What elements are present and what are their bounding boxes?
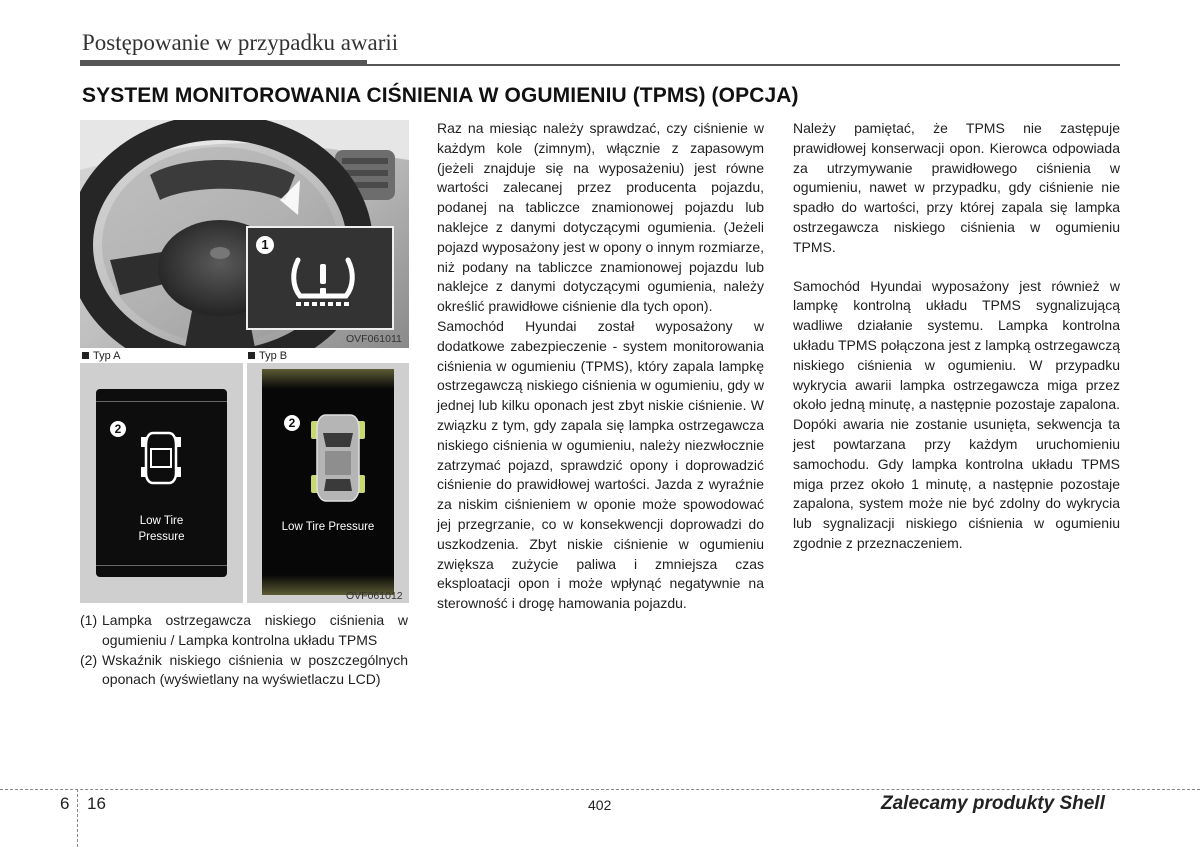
bullet-square-icon (248, 352, 255, 359)
callout-2a-number: 2 (114, 422, 122, 436)
body-column-3 (793, 119, 1120, 554)
callout-2a-badge (110, 421, 126, 437)
type-b-warning-text: Low Tire Pressure (281, 521, 375, 533)
footer-section-number: 6 (60, 794, 70, 813)
type-a-display (96, 389, 227, 577)
type-a-warning-text (96, 513, 227, 545)
paragraph: Samochód Hyundai wyposażony jest również w lampkę kontrolną układu TPMS sygnalizującą wadliwe działanie systemu. Lampka kontrolna układu TPMS połączona jest z lampką ostrzegawczą niskiego ciśnienia w ogumieniu. W przypadku wykrycia awarii lampka ostrzegawcza miga przez około jedną minutę, a następnie pozostaje zapalona. Dopóki awaria nie zostanie usunięta, sekwencja ta jest powtarzana przy każdym uruchomieniu samochodu. Gdy lampka kontrolna układu TPMS miga przez około 1 minutę, a następnie pozostaje zapalona, system może nie być zdolny do wykrycia lub sygnalizacji niskiego ciśnienia w ogumieniu zgodnie z przeznaczeniem. (793, 277, 1120, 551)
caption-row (80, 651, 408, 691)
caption-text: Wskaźnik niskiego ciśnienia w poszczególnych oponach (wyświetlany na wyświetlaczu LCD) (102, 651, 408, 688)
body-column-2 (437, 119, 764, 614)
footer-center-number: 402 (588, 797, 612, 813)
figure1-code: OVF061011 (346, 333, 402, 345)
paragraph: Samochód Hyundai został wyposażony w dodatkowe zabezpieczenie - system monitorowania ciśnienia w ogumieniu (TPMS), który zapala lampkę ostrzegawczą niskiego ciśnienia w ogumieniu, gdy w jednej lub kilku oponach jest zbyt niskie ciśnienie. W związku z tym, gdy zapala się lampka ostrzegawcza niskiego ciśnienia w ogumieniu, należy niezwłocznie zatrzymać pojazd, sprawdzić opony i doprowadzić ciśnienie do prawidłowej wartości. Jazda z wyraźnie za niskim ciśnieniem w oponie może spowodować jej przegrzanie, co w konsekwencji doprowadzi do uszkodzenia. Zbyt niskie ciśnienie w ogumieniu zwiększa zużycie paliwa i zmniejsza czas eksploatacji opon i może wpłynąć negatywnie na sterowność i drogę hamowania pojazdu. (437, 317, 764, 612)
footer-page-number: 16 (87, 794, 106, 813)
caption-number: (2) (80, 651, 98, 668)
caption-number: (1) (80, 612, 98, 628)
paragraph: Należy pamiętać, że TPMS nie zastępuje prawidłowej konserwacji opon. Kierowca odpowiada za utrzymywanie prawidłowego ciśnienia w ogumieniu, nawet w przypadku, gdy ciśnienie nie spadło do wartości, przy której zapala się lampka ostrzegawcza niskiego ciśnienia w ogumieniu TPMS. (793, 120, 1120, 255)
figure-dashboard (80, 120, 409, 348)
car-top-view-icon (308, 413, 368, 503)
type-b-label (248, 350, 287, 362)
callout-2b-number: 2 (288, 416, 296, 430)
tpms-warning-lamp-inset (246, 226, 394, 330)
type-b-panel (247, 363, 409, 603)
tpms-warning-icon (288, 252, 358, 312)
paragraph: Raz na miesiąc należy sprawdzać, czy ciśnienie w każdym kole (zimnym), włącznie z zapasowym (jeżeli znajduje się na wyposażeniu) jest równe wartości zalecanej przez producenta pojazdu, podanej na tabliczce znamionowej pojazdu lub naklejce z danymi dotyczącymi ogumienia. (Jeżeli pojazd wyposażony jest w opony o innym rozmiarze, niż podany na tabliczce znamionowej pojazdu lub naklejce z danymi dotyczącymi ogumienia, należy określić prawidłowe ciśnienie dla tych opon). (437, 120, 764, 315)
bullet-square-icon (82, 352, 89, 359)
type-a-line2: Pressure (138, 531, 185, 543)
callout-1-badge (256, 236, 274, 254)
callout-2b-badge (284, 415, 300, 431)
figure2-code: OVF061012 (346, 590, 403, 602)
footer-vertical-divider (77, 789, 78, 847)
header-rule (80, 60, 367, 66)
article-title: SYSTEM MONITOROWANIA CIŚNIENIA W OGUMIENIU (TPMS) (OPCJA) (82, 84, 799, 107)
footer-divider (0, 789, 1200, 790)
figure-captions (80, 611, 408, 690)
type-b-display (262, 369, 394, 595)
footer-brand: Zalecamy produkty Shell (881, 793, 1105, 814)
section-header: Postępowanie w przypadku awarii (82, 30, 399, 55)
caption-text: Lampka ostrzegawcza niskiego ciśnienia w ogumieniu / Lampka kontrolna układu TPMS (102, 612, 408, 648)
type-a-label (82, 350, 121, 362)
type-a-text: Typ A (93, 350, 121, 362)
type-a-line1: Low Tire (139, 515, 184, 527)
callout-1-number: 1 (261, 237, 269, 252)
type-a-panel (80, 363, 243, 603)
header-rule-thin (367, 64, 1120, 66)
caption-row (80, 611, 408, 651)
type-b-text: Typ B (259, 350, 288, 362)
car-tire-icon (141, 427, 181, 487)
